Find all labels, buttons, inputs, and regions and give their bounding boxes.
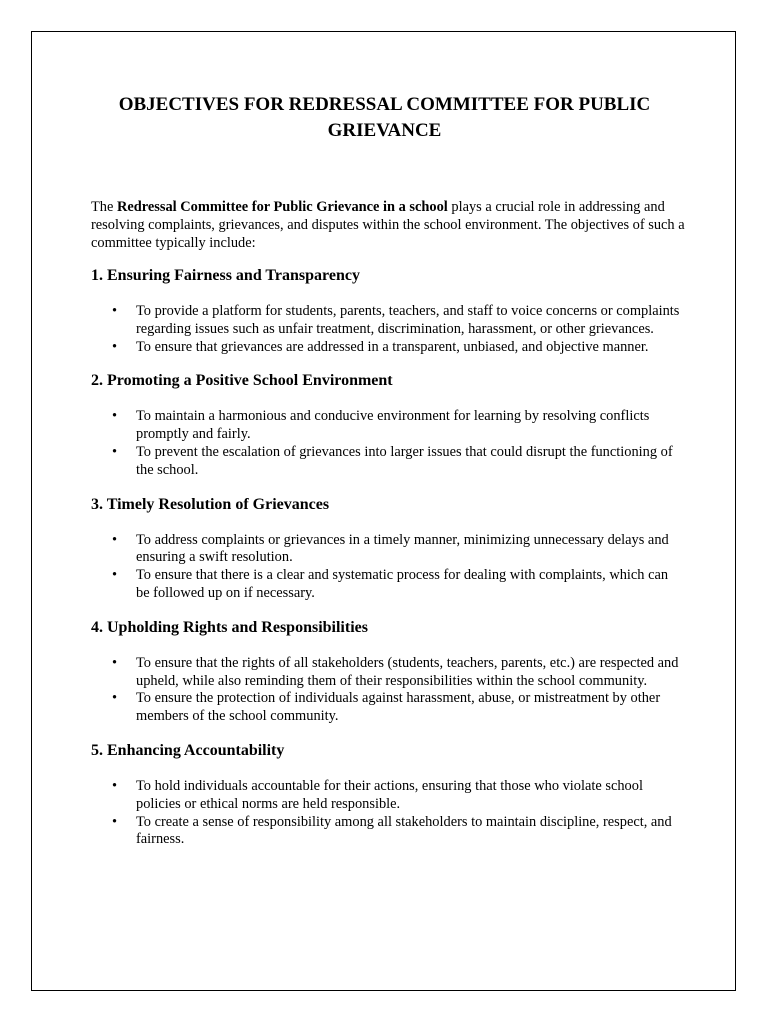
list-item xyxy=(112,338,685,357)
section-heading: 2. Promoting a Positive School Environment xyxy=(91,372,393,390)
bullet-icon: • xyxy=(112,303,118,319)
list-item xyxy=(112,303,685,339)
bullet-icon: • xyxy=(112,531,118,548)
bullet-icon: • xyxy=(112,443,118,460)
list-item-text: To ensure the protection of individuals against harassment, abuse, or mistreatment by other members of the school community. xyxy=(136,690,661,725)
list-item-text: To ensure that there is a clear and systematic process for dealing with complaints, which can be followed up on if necessary. xyxy=(136,567,669,601)
bullet-list xyxy=(91,778,685,849)
list-item xyxy=(112,777,685,814)
list-item xyxy=(112,408,685,444)
list-item-text: To maintain a harmonious and conducive environment for learning by resolving conflicts promptly and fairly. xyxy=(136,408,650,443)
bullet-list xyxy=(91,303,685,356)
section-2 xyxy=(91,371,685,479)
bullet-icon: • xyxy=(112,338,118,355)
list-item xyxy=(112,531,685,568)
list-item xyxy=(112,567,685,603)
bullet-icon: • xyxy=(112,408,118,425)
bullet-list xyxy=(91,408,685,479)
section-heading: 3. Timely Resolution of Grievances xyxy=(91,495,330,513)
section-5 xyxy=(91,741,685,849)
section-1 xyxy=(91,266,685,356)
list-item-text: To create a sense of responsibility among all stakeholders to maintain discipline, respect, and fairness. xyxy=(136,813,672,848)
bullet-icon: • xyxy=(112,690,118,707)
document-page xyxy=(31,31,736,991)
list-item-text: To provide a platform for students, parents, teachers, and staff to voice concerns or complaints regarding issues such as unfair treatment, discrimination, harassment, or other grievances. xyxy=(136,303,680,337)
bullet-icon: • xyxy=(112,777,118,794)
document-title: OBJECTIVES FOR REDRESSAL COMMITTEE FOR PUBLIC GRIEVANCE xyxy=(118,94,651,141)
bullet-list xyxy=(91,655,685,726)
bullet-icon: • xyxy=(112,567,118,584)
intro-bold: Redressal Committee for Public Grievance in a school xyxy=(116,199,448,215)
bullet-icon: • xyxy=(112,654,118,671)
list-item-text: To hold individuals accountable for their actions, ensuring that those who violate school policies or ethical norms are held responsible. xyxy=(136,777,643,812)
section-3 xyxy=(91,495,685,603)
list-item-text: To ensure that grievances are addressed in a transparent, unbiased, and objective manner. xyxy=(136,338,649,355)
list-item xyxy=(112,443,685,480)
list-item xyxy=(112,690,685,726)
intro-suffix: plays a crucial role in addressing and resolving complaints, grievances, and disputes within the school environment. The objectives of such a committee typically include: xyxy=(91,199,685,251)
intro-prefix: The xyxy=(91,199,117,215)
list-item-text: To ensure that the rights of all stakeholders (students, teachers, parents, etc.) are respected and upheld, while also reminding them of their responsibilities within the school community. xyxy=(136,654,679,689)
document-body xyxy=(91,198,685,864)
section-heading: 1. Ensuring Fairness and Transparency xyxy=(91,267,360,284)
bullet-list xyxy=(91,532,685,603)
section-4 xyxy=(91,618,685,726)
list-item xyxy=(112,654,685,691)
intro-paragraph xyxy=(91,198,685,252)
list-item xyxy=(112,813,685,850)
section-heading: 5. Enhancing Accountability xyxy=(91,741,285,759)
bullet-icon: • xyxy=(112,813,118,830)
list-item-text: To prevent the escalation of grievances into larger issues that could disrupt the functioning of the school. xyxy=(136,443,673,478)
section-heading: 4. Upholding Rights and Responsibilities xyxy=(91,618,368,636)
list-item-text: To address complaints or grievances in a timely manner, minimizing unnecessary delays and ensuring a swift resolution. xyxy=(136,531,669,566)
